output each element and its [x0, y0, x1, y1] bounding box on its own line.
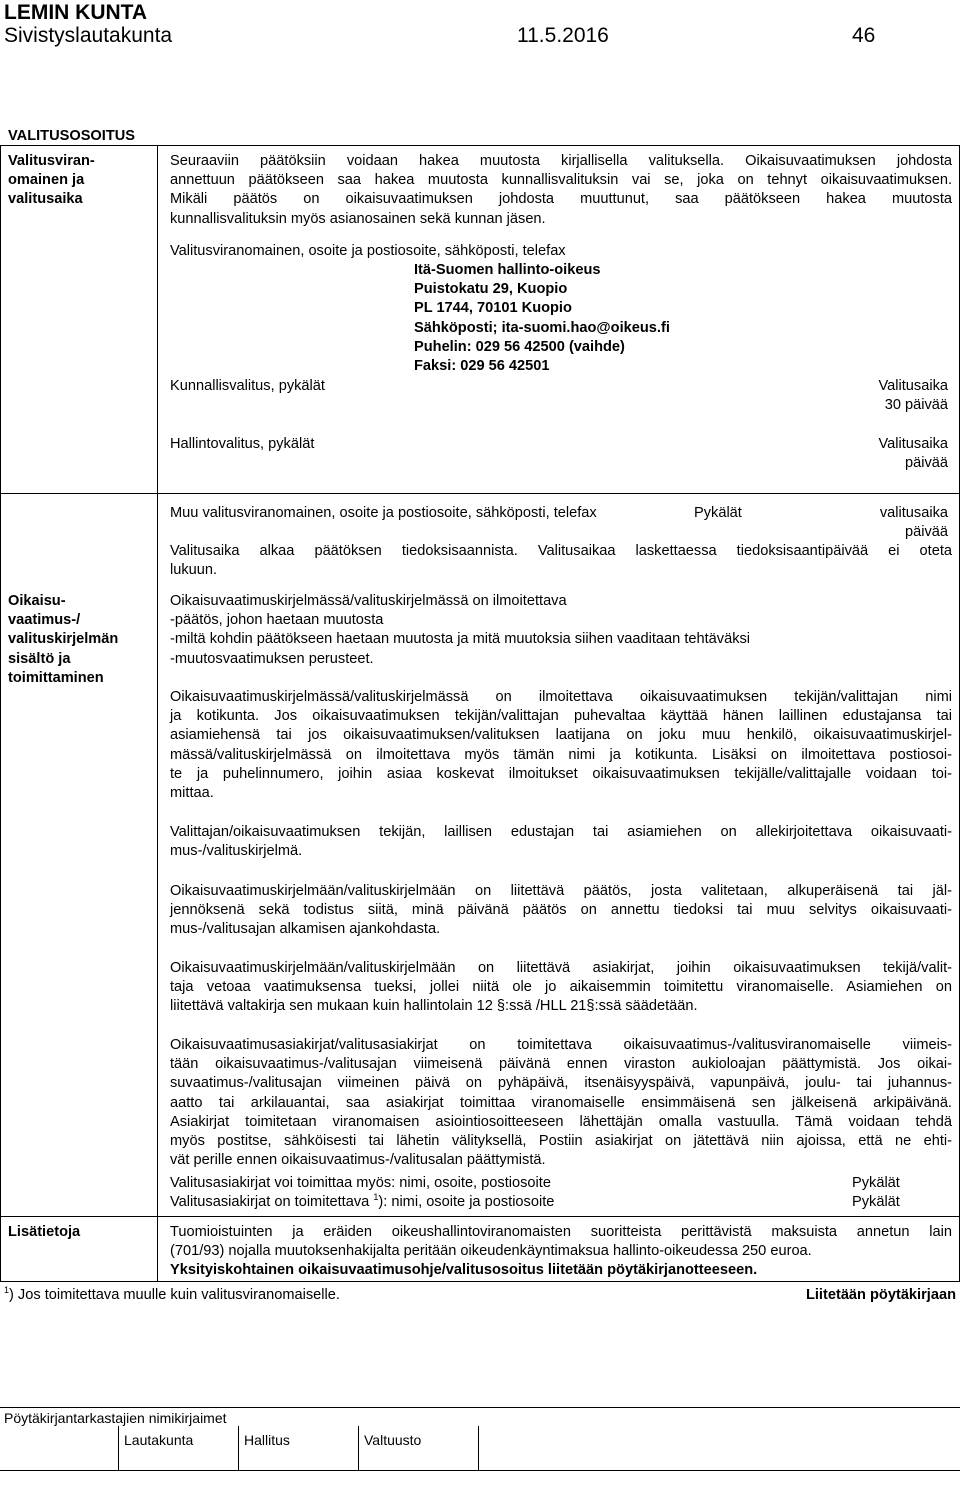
deadline-note: Valitusaika alkaa päätöksen tiedoksisaannista. Valitusaikaa laskettaessa tiedoksisaantipäivää ei oteta lukuun. [170, 543, 952, 579]
section-title: VALITUSOSOITUS [8, 128, 136, 144]
admin-appeal-deadline: Valitusaika päivää [878, 436, 948, 472]
address-intro: Valitusviranomainen, osoite ja postiosoite, sähköposti, telefax [170, 243, 566, 259]
admin-appeal-label: Hallintovalitus, pykälät [170, 436, 315, 452]
signature-divider [478, 1426, 479, 1470]
signature-divider [118, 1426, 119, 1470]
additional-info-text: Tuomioistuinten ja eräiden oikeushallintoviranomaisten suoritteista perittävistä maksuista annetun lain (701/93) nojalla muutoksenhakijalta peritään oikeudenkäyntimaksua hallinto-oikeudessa 250 euroa. Yksityiskohtainen oikaisuvaatimusohje/valitusosoitus liitetään pöytäkirjanotteeseen. [170, 1224, 952, 1279]
column-divider [157, 145, 158, 1282]
signature-top-rule [0, 1407, 960, 1408]
municipal-appeal-label: Kunnallisvalitus, pykälät [170, 378, 325, 394]
delivery-option-2-sections: Pykälät [852, 1194, 900, 1210]
other-authority-deadline: valitusaika päivää [879, 505, 948, 541]
appeal-intro-text: Seuraaviin päätöksiin voidaan hakea muutosta kirjallisella valituksella. Oikaisuvaatimuksen johdosta annettuun päätökseen saa hakea muutosta kunnallisvalituksin vai se, joka on tehnyt oikaisuvaatimuksen. Mikäli päätös on oikaisuvaatimuksen johdosta muuttunut, saa päätökseen hakea muutosta kunnallisvalituksin myös asianosainen sekä kunnan jäsen. [170, 153, 952, 227]
paragraph-delivery: Oikaisuvaatimusasiakirjat/valitusasiakirjat on toimitettava oikaisuvaatimus-/valitusviranomaiselle viimeis- tään oikaisuvaatimus-/valitusajan viimeisenä päivänä ennen viraston aukioloajan päättymistä. Jos oikai- suvaatimus-/valitusajan viimeinen päivä on pyhäpäivä, itsenäisyyspäivä, vapunpäivä, joulu- tai juhannus- aatto tai arkilauantai, saa asiakirjat toimittaa viranomaiselle ensimmäisenä sen jälkeisenä arkipäivänä. Asiakirjat toimitetaan viranomaisen asiointiosoitteeseen lähettäjän omalla vastuulla. Tämä voidaan tehdä myös postitse, sähköisesti tai lähetin välityksellä, Postiin asiakirjat on jätettävä niin ajoissa, että ne ehti- vät perille ennen oikaisuvaatimus-/valitusalan päättymistä. [170, 1037, 952, 1169]
signature-title: Pöytäkirjantarkastajien nimikirjaimet [4, 1410, 227, 1426]
other-authority-label: Muu valitusviranomainen, osoite ja postiosoite, sähköposti, telefax [170, 505, 597, 521]
signature-column-executive: Hallitus [244, 1432, 290, 1448]
delivery-option-1-sections: Pykälät [852, 1175, 900, 1191]
meeting-date: 11.5.2016 [517, 24, 609, 47]
required-content-list: Oikaisuvaatimuskirjelmässä/valituskirjelmässä on ilmoitettava -päätös, johon haetaan muutosta -miltä kohdin päätökseen haetaan muutosta ja mitä muutoksia siihen vaaditaan tehtäväksi -muutosvaatimuksen perusteet. [170, 593, 751, 667]
row-divider [0, 493, 960, 494]
committee-name: Sivistyslautakunta [4, 24, 173, 47]
signature-divider [238, 1426, 239, 1470]
signature-column-board: Lautakunta [124, 1432, 194, 1448]
signature-divider [358, 1426, 359, 1470]
attach-to-minutes: Liitetään pöytäkirjaan [805, 1287, 956, 1303]
footnote: $^1$) Jos toimitettava muulle kuin valitusviranomaiselle. [4, 1285, 340, 1303]
appeal-content-label: Oikaisu- vaatimus-/ valituskirjelmän sisältö ja toimittaminen [8, 593, 119, 686]
other-authority-sections: Pykälät [694, 505, 742, 521]
row-divider [0, 1216, 960, 1217]
paragraph-signature: Valittajan/oikaisuvaatimuksen tekijän, laillisen edustajan tai asiamiehen on allekirjoitettava oikaisuvaati- mus-/valituskirjelmä. [170, 824, 952, 860]
court-address: Itä-Suomen hallinto-oikeus Puistokatu 29, Kuopio PL 1744, 70101 Kuopio Sähköposti; ita-suomi.hao@oikeus.fi Puhelin: 029 56 42500 (vaihde) Faksi: 029 56 42501 [414, 262, 670, 375]
delivery-option-2: Valitusasiakirjat on toimitettava $^1$): nimi, osoite ja postiosoite [170, 1192, 555, 1210]
paragraph-supporting-docs: Oikaisuvaatimuskirjelmään/valituskirjelmään on liitettävä asiakirjat, joihin oikaisuvaatimuksen tekijä/valit- taja vetoaa vaatimuksensa tueksi, jollei niitä ole jo aikaisemmin toimitettu viranomaiselle. Asiamiehen on liitettävä valtakirja sen mukaan kuin hallintolain 12 §:ssä /HLL 21§:ssä säädetään. [170, 960, 952, 1015]
delivery-option-1: Valitusasiakirjat voi toimittaa myös: nimi, osoite, postiosoite [170, 1175, 551, 1191]
additional-info-label: Lisätietoja [8, 1224, 81, 1240]
appeal-authority-label: Valitusviran- omainen ja valitusaika [8, 153, 95, 208]
signature-bottom-rule [0, 1470, 960, 1471]
paragraph-appellant-info: Oikaisuvaatimuskirjelmässä/valituskirjelmässä on ilmoitettava oikaisuvaatimuksen tekijän/valittajan nimi ja kotikunta. Jos oikaisuvaatimuksen tekijän/valittajan puhevaltaa käyttää hänen laillinen edustajansa tai asiamiehensä tai jos oikaisuvaatimuksen/valituksen laatijana on joku muu henkilö, oikaisuvaatimuskirjel- mässä/valituskirjelmässä on ilmoitettava myös tämän nimi ja kotikunta. Lisäksi on ilmoitettava postiosoi- te ja puhelinnumero, joihin asiaa koskevat ilmoitukset oikaisuvaatimuksen tekijälle/valittajalle voidaan toi- mittaa. [170, 689, 952, 802]
signature-column-council: Valtuusto [364, 1432, 422, 1448]
page-number: 46 [852, 24, 876, 47]
municipality-name: LEMIN KUNTA [4, 1, 148, 24]
municipal-appeal-deadline: Valitusaika 30 päivää [878, 378, 948, 414]
paragraph-attachments: Oikaisuvaatimuskirjelmään/valituskirjelmään on liitettävä päätös, josta valitetaan, alkuperäisenä tai jäl- jennöksenä sekä todistus siitä, minä päivänä päätös on annettu tiedoksi tai muu selvitys oikaisuvaati- mus-/valitusajan alkamisen ajankohdasta. [170, 883, 952, 938]
